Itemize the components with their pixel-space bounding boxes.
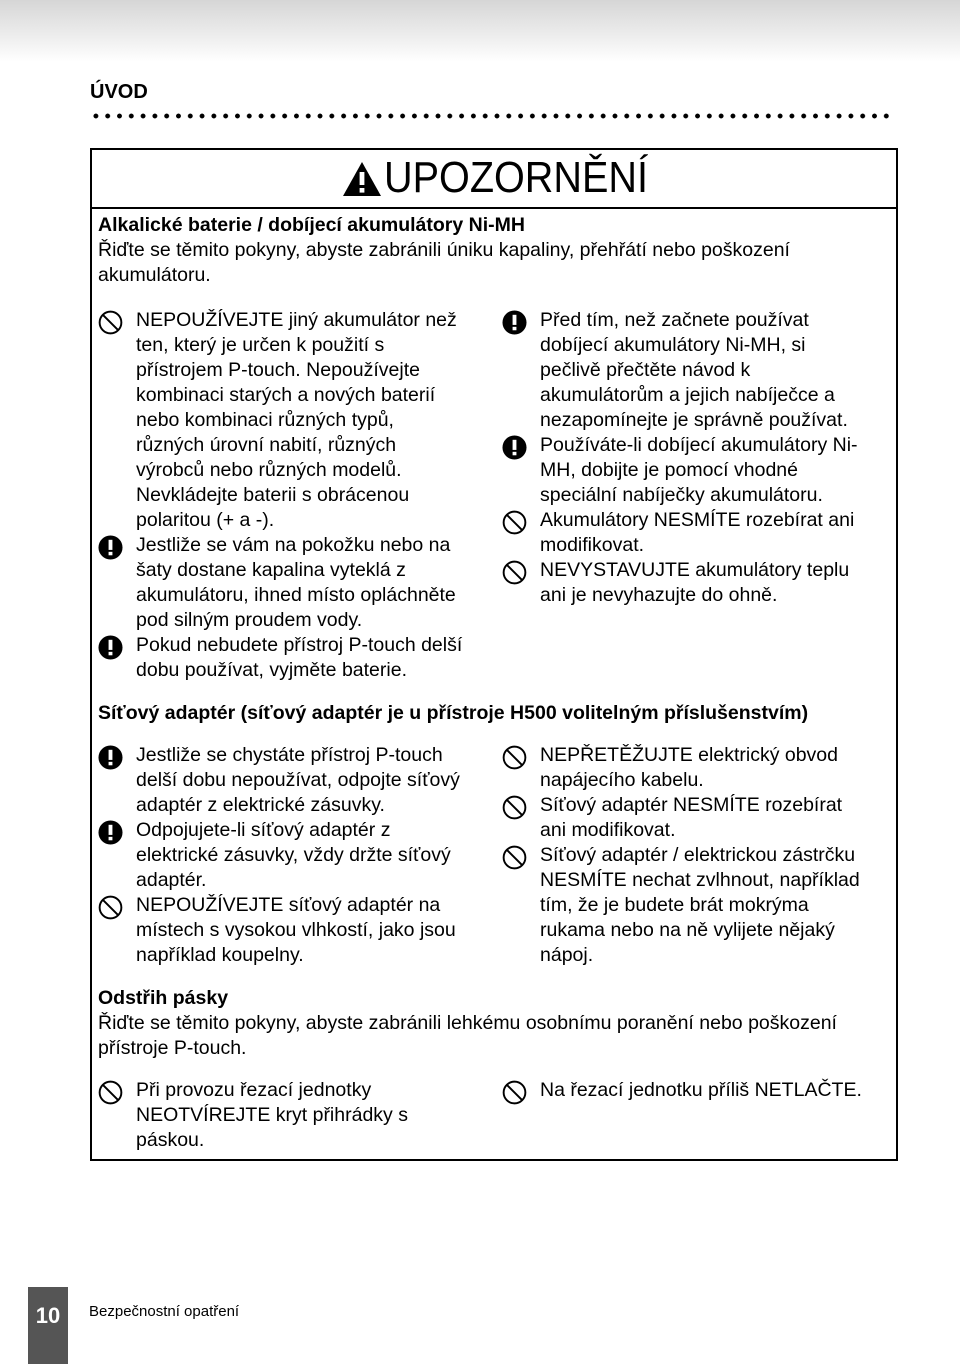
page-number: 10 [35, 1303, 61, 1328]
item-text: Síťový adaptér / elektrickou zástrčku NESMÍTE nechat zvlhnout, například tím, že je budete brát mokrýma rukama nebo na ně vylijete nějaký nápoj. [540, 844, 860, 966]
mandatory-action-icon [98, 745, 123, 770]
mandatory-action-icon [98, 635, 123, 660]
prohibited-icon [98, 1080, 123, 1105]
chapter-title: Bezpečnostní opatření [89, 1303, 240, 1320]
mandatory-action-icon [98, 820, 123, 845]
dotted-divider [90, 112, 895, 120]
battery-heading: Alkalické baterie / dobíjecí akumulátory Ni-MH [98, 214, 525, 236]
warning-triangle-icon [342, 161, 382, 197]
prohibited-icon [502, 560, 527, 585]
item-text: Odpojujete-li síťový adaptér z elektrické zásuvky, vždy držte síťový adaptér. [136, 819, 451, 891]
prohibited-icon [502, 510, 527, 535]
prohibited-icon [502, 845, 527, 870]
cutter-heading: Odstřih pásky [98, 987, 229, 1009]
item-text: Před tím, než začnete používat dobíjecí akumulátory Ni-MH, si pečlivě přečtěte návod k akumulátorům a jejich nabíječce a nezapomínejte je správně používat. [540, 309, 848, 431]
item-text: Síťový adaptér NESMÍTE rozebírat ani modifikovat. [540, 794, 843, 841]
item-text: Používáte-li dobíjecí akumulátory Ni- MH, dobijte je pomocí vhodné speciální nabíječky akumulátoru. [540, 434, 858, 506]
prohibited-icon [502, 795, 527, 820]
item-text: Jestliže se chystáte přístroj P-touch delší dobu nepoužívat, odpojte síťový adaptér z elektrické zásuvky. [136, 744, 460, 816]
caution-title-bar [92, 150, 896, 209]
caution-title: UPOZORNĚNÍ [384, 153, 649, 202]
item-text: Při provozu řezací jednotky NEOTVÍREJTE kryt přihrádky s páskou. [136, 1079, 408, 1151]
item-text: Na řezací jednotku příliš NETLAČTE. [540, 1079, 862, 1101]
item-text: NEPŘETĚŽUJTE elektrický obvod napájecího kabelu. [540, 744, 838, 791]
mandatory-action-icon [98, 535, 123, 560]
item-text: NEPOUŽÍVEJTE síťový adaptér na místech s vysokou vlhkostí, jako jsou například koupelny. [136, 894, 456, 966]
adapter-heading: Síťový adaptér (síťový adaptér je u přístroje H500 volitelným příslušenstvím) [98, 702, 809, 724]
top-gradient-band [0, 0, 960, 62]
item-text: NEVYSTAVUJTE akumulátory teplu ani je nevyhazujte do ohně. [540, 559, 850, 606]
cutter-intro-line2: přístroje P-touch. [98, 1037, 247, 1059]
item-text: NEPOUŽÍVEJTE jiný akumulátor než ten, který je určen k použití s přístrojem P-touch. Nepoužívejte kombinaci starých a nových baterií nebo kombinaci různých typů, různých úrovní nabití, různých výrobců nebo různých modelů. Nevkládejte baterii s obrácenou polaritou (+ a -). [136, 309, 457, 531]
mandatory-action-icon [502, 435, 527, 460]
prohibited-icon [502, 745, 527, 770]
caution-box [90, 148, 898, 1161]
battery-intro-line2: akumulátoru. [98, 264, 211, 286]
cutter-intro-line1: Řiďte se těmito pokyny, abyste zabránili lehkému osobnímu poranění nebo poškození [98, 1012, 837, 1034]
item-text: Jestliže se vám na pokožku nebo na šaty dostane kapalina vyteklá z akumulátoru, ihned místo opláchněte pod silným proudem vody. [136, 534, 456, 631]
mandatory-action-icon [502, 310, 527, 335]
battery-intro-line1: Řiďte se těmito pokyny, abyste zabránili úniku kapaliny, přehřátí nebo poškození [98, 239, 790, 261]
prohibited-icon [98, 310, 123, 335]
item-text: Pokud nebudete přístroj P-touch delší dobu používat, vyjměte baterie. [136, 634, 463, 681]
item-text: Akumulátory NESMÍTE rozebírat ani modifikovat. [540, 509, 855, 556]
prohibited-icon [502, 1080, 527, 1105]
section-title: ÚVOD [90, 81, 148, 103]
prohibited-icon [98, 895, 123, 920]
